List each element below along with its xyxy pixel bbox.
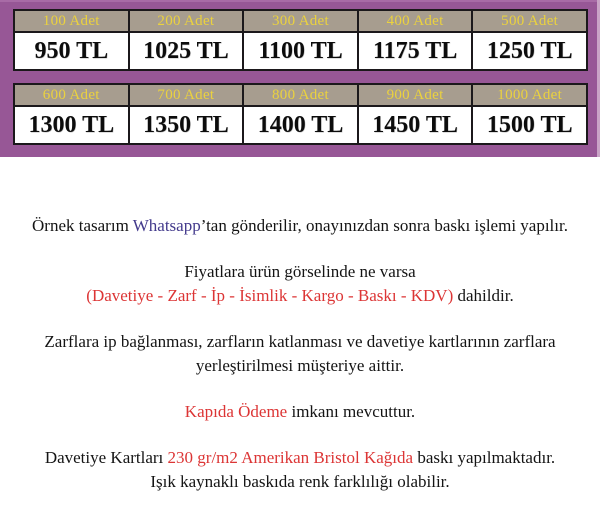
price-column <box>357 11 472 69</box>
note-line: Işık kaynaklı baskıda renk farklılığı olabilir. <box>150 472 450 491</box>
price-column <box>128 85 243 143</box>
price-column <box>357 85 472 143</box>
price-cell: 1400 TL <box>244 107 357 143</box>
quantity-header-cell: 1000 Adet <box>473 85 586 107</box>
paper-spec-text: 230 gr/m2 Amerikan Bristol Kağıda <box>167 448 414 467</box>
price-table-2 <box>13 83 588 145</box>
quantity-header-cell: 800 Adet <box>244 85 357 107</box>
pricing-banner <box>0 0 600 157</box>
price-column <box>471 11 586 69</box>
price-cell: 1300 TL <box>15 107 128 143</box>
note-cash-on-delivery <box>0 400 600 424</box>
price-cell: 1100 TL <box>244 33 357 69</box>
note-text: Davetiye Kartları <box>44 448 168 467</box>
price-table-1 <box>13 9 588 71</box>
note-text: dahildir. <box>453 286 514 305</box>
price-cell: 1250 TL <box>473 33 586 69</box>
note-line: yerleştirilmesi müşteriye aittir. <box>195 356 405 375</box>
price-cell: 1500 TL <box>473 107 586 143</box>
quantity-header-cell: 300 Adet <box>244 11 357 33</box>
notes-section <box>0 157 600 494</box>
note-customer-assembly <box>0 330 600 378</box>
cash-on-delivery-text: Kapıda Ödeme <box>184 402 288 421</box>
price-column <box>242 11 357 69</box>
price-cell: 1450 TL <box>359 107 472 143</box>
price-cell: 950 TL <box>15 33 128 69</box>
quantity-header-cell: 500 Adet <box>473 11 586 33</box>
price-cell: 1175 TL <box>359 33 472 69</box>
note-text: ’tan gönderilir, onayınızdan sonra baskı işlemi yapılır. <box>200 216 568 235</box>
price-column <box>128 11 243 69</box>
price-column <box>471 85 586 143</box>
quantity-header-cell: 600 Adet <box>15 85 128 107</box>
note-line <box>0 400 600 424</box>
included-items-text: (Davetiye - Zarf - İp - İsimlik - Kargo - Baskı - KDV) <box>86 286 454 305</box>
note-price-includes <box>0 260 600 308</box>
price-column <box>242 85 357 143</box>
quantity-header-cell: 700 Adet <box>130 85 243 107</box>
note-line: Zarflara ip bağlanması, zarfların katlanması ve davetiye kartlarının zarflara <box>44 332 556 351</box>
price-cell: 1025 TL <box>130 33 243 69</box>
quantity-header-cell: 100 Adet <box>15 11 128 33</box>
price-column <box>15 11 128 69</box>
note-paper-quality <box>0 446 600 494</box>
note-line <box>0 446 600 470</box>
note-line <box>0 284 600 308</box>
quantity-header-cell: 200 Adet <box>130 11 243 33</box>
note-text: Örnek tasarım <box>32 216 133 235</box>
price-cell: 1350 TL <box>130 107 243 143</box>
note-text: imkanı mevcuttur. <box>287 402 416 421</box>
note-line: Fiyatlara ürün görselinde ne varsa <box>184 262 416 281</box>
quantity-header-cell: 900 Adet <box>359 85 472 107</box>
price-column <box>15 85 128 143</box>
note-line <box>0 214 600 238</box>
whatsapp-text: Whatsapp <box>132 216 201 235</box>
note-text: baskı yapılmaktadır. <box>413 448 556 467</box>
note-design-approval <box>0 214 600 238</box>
quantity-header-cell: 400 Adet <box>359 11 472 33</box>
